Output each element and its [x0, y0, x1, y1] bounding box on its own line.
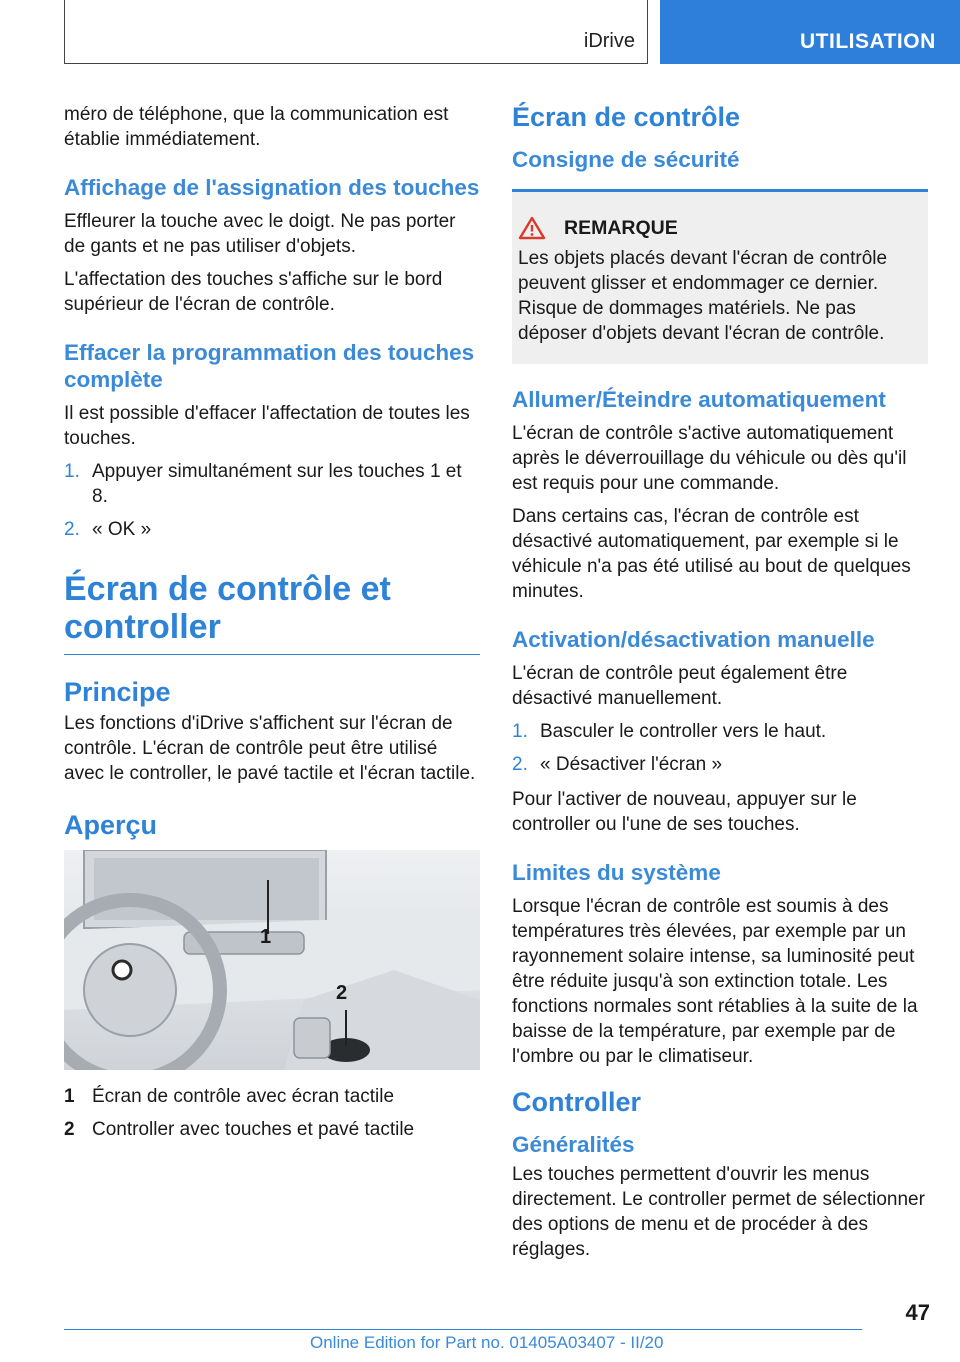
legend-text: Controller avec touches et pavé tactile [92, 1119, 415, 1140]
page-number: 47 [905, 1300, 930, 1325]
heading-apercu: Aperçu [64, 810, 158, 840]
heading-limits: Limites du système [512, 860, 721, 885]
step-text: Basculer le controller vers le haut. [540, 721, 827, 742]
note-label: REMARQUE [564, 216, 678, 239]
legend-number: 2 [64, 1119, 75, 1140]
footer-edition: Online Edition for Part no. 01405A03407 - II/20 [310, 1333, 664, 1352]
header-tab-box [660, 0, 960, 64]
heading-key-assignment: Affichage de l'assignation des touches [64, 175, 480, 200]
header-section-label: iDrive [583, 30, 635, 52]
para-manual-2: Pour l'activer de nouveau, appuyer sur le controller ou l'une de ses touches. [512, 789, 857, 835]
para-limits: Lorsque l'écran de contrôle est soumis à des températures très élevées, par exemple par un rayonnement solaire intense, sa luminosité peut être réduite jusqu'à son extinction totale. Les fonctions normales sont rétablies à la suite de la baisse de la température, par exemple par de l'ombre ou par le climatiseur. [512, 896, 918, 1067]
step-number: 2. [64, 519, 80, 540]
step-text: « Désactiver l'écran » [540, 754, 723, 775]
heading-control-screen: Écran de contrôle [512, 102, 741, 132]
legend-number: 1 [64, 1086, 75, 1107]
heading-safety: Consigne de sécurité [512, 147, 740, 172]
right-column [512, 102, 928, 1270]
list-item [64, 517, 480, 542]
header-tab-label: UTILISATION [800, 30, 936, 53]
para-general: Les touches permettent d'ouvrir les menus directement. Le controller permet de sélectionner des options de menu et de procéder à des réglages. [512, 1164, 925, 1260]
figure-label-1: 1 [260, 926, 272, 948]
para-auto-2: Dans certains cas, l'écran de contrôle est désactivé automatiquement, par exemple si le véhicule n'a pas été utilisé au bout de quelques minutes. [512, 506, 911, 602]
note-header [518, 216, 922, 240]
list-item [64, 459, 480, 509]
heading-general: Généralités [512, 1132, 635, 1157]
step-number: 1. [512, 721, 528, 742]
warning-icon [518, 216, 546, 240]
cockpit-drawing [64, 850, 480, 1070]
header-section-box [64, 0, 648, 64]
clear-steps [64, 459, 480, 542]
list-item [512, 719, 928, 744]
step-number: 2. [512, 754, 528, 775]
note-text: Les objets placés devant l'écran de contrôle peuvent glisser et endommager ce dernier. Risque de dommages matériels. Ne pas déposer d'objets devant l'écran de contrôle. [518, 248, 888, 344]
legend-item [64, 1084, 480, 1109]
para-key-display: L'affectation des touches s'affiche sur le bord supérieur de l'écran de contrôle. [64, 269, 443, 315]
para-principe: Les fonctions d'iDrive s'affichent sur l'écran de contrôle. L'écran de contrôle peut être utilisé avec le controller, le pavé tactile et l'écran tactile. [64, 713, 476, 784]
step-text: Appuyer simultanément sur les touches 1 et 8. [92, 461, 462, 507]
figure-legend [64, 1084, 480, 1142]
left-column [64, 102, 480, 1150]
para-clear: Il est possible d'effacer l'affectation de toutes les touches. [64, 403, 470, 449]
step-number: 1. [64, 461, 80, 482]
intro-text: méro de téléphone, que la communication est établie immédiatement. [64, 104, 449, 150]
legend-text: Écran de contrôle avec écran tactile [92, 1086, 395, 1107]
chapter-title: Écran de contrôle et controller [64, 570, 480, 655]
heading-auto-onoff: Allumer/Éteindre automatiquement [512, 387, 886, 412]
cockpit-illustration [64, 850, 480, 1070]
heading-controller: Controller [512, 1087, 642, 1117]
heading-clear-programming: Effacer la programmation des touches complète [64, 340, 475, 392]
footer-rule [64, 1329, 862, 1330]
heading-principe: Principe [64, 677, 171, 707]
manual-steps [512, 719, 928, 777]
heading-manual: Activation/désactivation manuelle [512, 627, 875, 652]
para-manual: L'écran de contrôle peut également être désactivé manuellement. [512, 663, 848, 709]
para-auto-1: L'écran de contrôle s'active automatiquement après le déverrouillage du véhicule ou dès qu'il est requis pour une commande. [512, 423, 907, 494]
safety-note [512, 189, 928, 364]
figure-label-2: 2 [336, 982, 348, 1004]
list-item [512, 752, 928, 777]
legend-item [64, 1117, 480, 1142]
step-text: « OK » [92, 519, 152, 540]
para-key-touch: Effleurer la touche avec le doigt. Ne pas porter de gants et ne pas utiliser d'objets. [64, 211, 456, 257]
